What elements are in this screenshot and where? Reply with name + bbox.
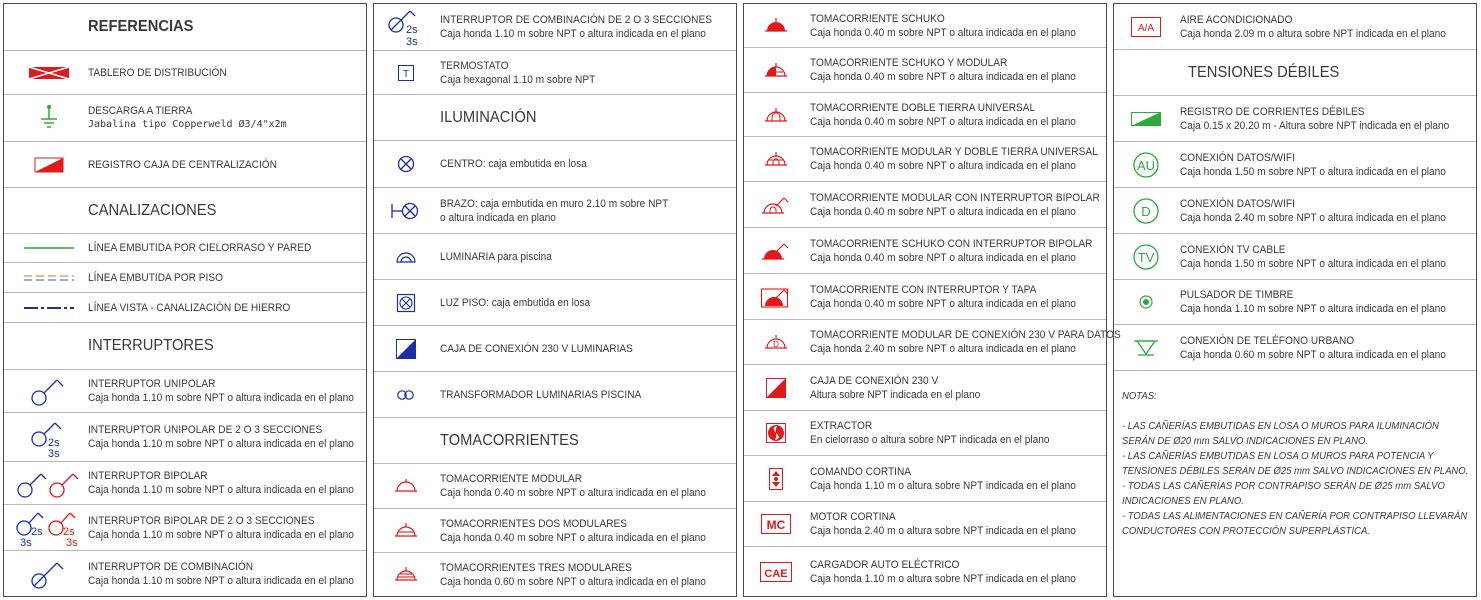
legend-column-references <box>3 3 367 597</box>
d-label: D <box>1141 203 1151 219</box>
note-line: - LAS CAÑERÍAS EMBUTIDAS EN LOSA O MUROS PARA POTENCIA Y <box>1122 451 1434 462</box>
item-label: CONEXIÓN DATOS/WIFI <box>1180 151 1295 164</box>
item-label: CAJA DE CONEXIÓN 230 V <box>810 374 939 387</box>
item-description: Caja honda 1.10 m sobre NPT o altura indicada en el plano <box>1180 303 1446 315</box>
legend-item-bipolar-secciones <box>4 505 366 551</box>
notes-block <box>1114 371 1476 596</box>
au-label: AU <box>1136 157 1156 173</box>
item-label: TOMACORRIENTE MODULAR Y DOBLE TIERRA UNIVERSAL <box>810 146 1098 158</box>
note-line: TENSIONES DÉBILES SERÁN DE Ø25 mm SALVO INDICACIONES EN PLANO. <box>1122 466 1469 477</box>
item-label: EXTRACTOR <box>810 420 873 432</box>
sections-label-2s: 2s <box>63 525 75 538</box>
ev-charger-icon <box>746 547 806 596</box>
section-title: TENSIONES DÉBILES <box>1188 63 1340 81</box>
item-description: Caja honda 2.40 m sobre NPT o altura indicada en el plano <box>810 343 1076 355</box>
legend-item-bipolar <box>4 462 366 505</box>
doorbell-button-icon <box>1116 280 1176 324</box>
extractor-fan-icon <box>746 411 806 455</box>
data-wifi-d-icon <box>1116 188 1176 233</box>
item-label: TOMACORRIENTE CON INTERRUPTOR Y TAPA <box>810 283 1037 296</box>
item-label: LÍNEA EMBUTIDA POR PISO <box>88 271 223 284</box>
legend-item-combinacion <box>4 551 366 596</box>
legend-item-dos-modulares <box>374 509 736 553</box>
item-label: PULSADOR DE TIMBRE <box>1180 289 1294 301</box>
section-header-iluminacion <box>374 95 736 141</box>
item-description: Caja honda 0.40 m sobre NPT o altura indicada en el plano <box>810 205 1076 218</box>
legend-item-descarga <box>4 95 366 142</box>
item-label: INTERRUPTOR UNIPOLAR <box>88 378 216 390</box>
section-header-canalizaciones <box>4 188 366 234</box>
item-description: Caja hexagonal 1.10 m sobre NPT <box>440 73 596 86</box>
tv-cable-icon <box>1116 234 1176 279</box>
item-description: Caja honda 0.60 m sobre NPT o altura indicada en el plano <box>1180 348 1446 361</box>
item-description: Caja honda 0.40 m sobre NPT o altura indicada en el plano <box>810 297 1076 310</box>
legend-item-caja-luminarias <box>374 326 736 372</box>
schuko-outlet-icon <box>746 4 806 47</box>
item-label: LÍNEA EMBUTIDA POR CIELORRASO Y PARED <box>88 242 312 254</box>
item-label: DESCARGA A TIERRA <box>88 105 193 117</box>
section-header-referencias <box>4 4 366 51</box>
air-conditioner-icon <box>1116 4 1176 49</box>
legend-item-tv-cable <box>1114 234 1476 280</box>
note-line: SERÁN DE Ø20 mm SALVO INDICACIONES EN PLANO. <box>1122 436 1369 447</box>
double-pole-switch-icon <box>14 462 84 504</box>
item-label: TOMACORRIENTE DOBLE TIERRA UNIVERSAL <box>810 101 1036 114</box>
legend-column-lighting <box>373 3 737 597</box>
legend-item-datos-wifi-au <box>1114 142 1476 188</box>
junction-box-icon <box>14 142 84 187</box>
legend-item-telefono <box>1114 325 1476 371</box>
legend-column-outlets <box>743 3 1121 597</box>
item-description: En cielorraso o altura sobre NPT indicada en el plano <box>810 434 1050 446</box>
item-description: Caja honda 0.40 m sobre NPT o altura indicada en el plano <box>810 115 1076 128</box>
legend-item-modular-interruptor <box>744 182 1106 228</box>
motor-label: MC <box>766 518 786 532</box>
ac-label: A/A <box>1137 22 1155 34</box>
thermostat-icon <box>376 51 436 94</box>
data-outlet-icon <box>746 320 806 364</box>
legend-item-linea-piso <box>4 263 366 293</box>
item-description: Caja honda 1.10 m sobre NPT o altura indicada en el plano <box>88 484 354 496</box>
double-modular-outlet-icon <box>376 509 436 552</box>
section-title: REFERENCIAS <box>88 18 194 35</box>
item-description: Caja honda 0.40 m sobre NPT o altura indicada en el plano <box>810 26 1076 39</box>
legend-item-registro <box>4 142 366 188</box>
data-letter: D <box>773 340 779 349</box>
pool-light-icon <box>376 234 436 279</box>
universal-ground-outlet-icon <box>746 93 806 136</box>
legend-item-tres-modulares <box>374 553 736 596</box>
notes-title: NOTAS: <box>1122 391 1157 402</box>
item-label: CAJA DE CONEXIÓN 230 V LUMINARIAS <box>440 342 633 355</box>
note-line: CONDUCTORES CON PROTECCIÓN SUPERPLÁSTICA. <box>1122 526 1370 537</box>
blind-motor-icon <box>746 502 806 546</box>
item-label: TOMACORRIENTE SCHUKO Y MODULAR <box>810 57 1008 69</box>
thermostat-letter: T <box>402 68 410 80</box>
section-header-tomacorrientes <box>374 418 736 464</box>
luminaire-junction-box-icon <box>376 326 436 371</box>
distribution-board-icon <box>14 51 84 94</box>
single-pole-switch-icon <box>14 370 84 412</box>
item-label: MOTOR CORTINA <box>810 511 896 523</box>
note-line: INDICACIONES EN PLANO. <box>1122 496 1244 507</box>
section-header-interruptores <box>4 323 366 370</box>
legend-item-unipolar-secciones <box>4 413 366 462</box>
double-pole-multi-section-switch-icon <box>14 505 84 550</box>
item-label: INTERRUPTOR BIPOLAR DE 2 O 3 SECCIONES <box>88 514 315 527</box>
legend-item-motor-cortina <box>744 502 1106 547</box>
item-description: Caja honda 2.40 m o altura sobre NPT indicada en el plano <box>810 525 1076 537</box>
item-label: LÍNEA VISTA - CANALIZACIÓN DE HIERRO <box>88 301 291 314</box>
wall-light-icon <box>376 188 436 233</box>
item-label: INTERRUPTOR BIPOLAR <box>88 470 208 482</box>
item-label: TOMACORRIENTE SCHUKO <box>810 12 945 25</box>
item-label: LUZ PISO: caja embutida en losa <box>440 296 591 309</box>
ceiling-light-icon <box>376 141 436 187</box>
item-description: Jabalina tipo Copperweld Ø3/4"x2m <box>88 119 287 130</box>
legend-item-schuko <box>744 4 1106 48</box>
sections-label-3s: 3s <box>406 36 418 48</box>
item-description: Caja honda 2.40 m sobre NPT o altura indicada en el plano <box>1180 211 1446 224</box>
item-description: Caja honda 0.40 m sobre NPT o altura indicada en el plano <box>810 71 1076 83</box>
legend-item-interruptor-tapa <box>744 274 1106 320</box>
single-pole-multi-section-switch-icon <box>14 413 84 461</box>
legend-item-cargador <box>744 547 1106 596</box>
legend-item-linea-cielorraso <box>4 234 366 263</box>
sections-label-2s: 2s <box>31 525 43 538</box>
item-label: AIRE ACONDICIONADO <box>1180 13 1293 26</box>
legend-item-schuko-interruptor <box>744 228 1106 274</box>
note-line: - TODAS LAS ALIMENTACIONES EN CAÑERÍA POR CONTRAPISO LLEVARÁN <box>1122 511 1468 522</box>
item-description: o altura indicada en plano <box>440 211 556 224</box>
item-description: Caja honda 0.40 m sobre NPT o altura indicada en el plano <box>440 487 706 499</box>
item-label: TOMACORRIENTES TRES MODULARES <box>440 561 632 574</box>
section-title: TOMACORRIENTES <box>440 431 579 449</box>
item-label: CENTRO: caja embutida en losa <box>440 158 587 170</box>
three-way-switch-icon <box>14 551 84 596</box>
modular-outlet-switch-icon <box>746 182 806 227</box>
triple-modular-outlet-icon <box>376 553 436 596</box>
legend-item-brazo <box>374 188 736 234</box>
legend-item-caja-230v <box>744 365 1106 411</box>
dashed-line-icon <box>14 263 84 292</box>
item-label: BRAZO: caja embutida en muro 2.10 m sobre NPT <box>440 197 669 210</box>
legend-item-linea-vista <box>4 293 366 323</box>
sections-label-3s: 3s <box>66 536 78 549</box>
legend-item-schuko-modular <box>744 48 1106 93</box>
item-label: COMANDO CORTINA <box>810 465 912 478</box>
item-label: TERMOSTATO <box>440 59 509 72</box>
item-description: Caja honda 1.10 m o altura sobre NPT indicada en el plano <box>810 479 1076 492</box>
item-description: Caja honda 1.50 m sobre NPT o altura indicada en el plano <box>1180 165 1446 178</box>
legend-item-luz-piso <box>374 280 736 326</box>
item-description: Caja honda 1.50 m sobre NPT o altura indicada en el plano <box>1180 257 1446 270</box>
legend-item-datos-230v <box>744 320 1121 365</box>
item-label: INTERRUPTOR DE COMBINACIÓN <box>88 560 254 573</box>
legend-item-datos-wifi-d <box>1114 188 1476 234</box>
legend-item-termostato <box>374 51 736 95</box>
item-label: TOMACORRIENTES DOS MODULARES <box>440 517 628 530</box>
legend-column-low-voltage <box>1113 3 1477 597</box>
item-description: Caja honda 0.40 m sobre NPT o altura indicada en el plano <box>810 160 1076 172</box>
ground-icon <box>14 95 84 141</box>
item-description: Caja honda 1.10 m sobre NPT o altura indicada en el plano <box>88 392 354 404</box>
dash-dot-line-icon <box>14 293 84 322</box>
modular-universal-outlet-icon <box>746 137 806 181</box>
legend-item-extractor <box>744 411 1106 456</box>
section-title: ILUMINACIÓN <box>440 108 537 126</box>
section-title: INTERRUPTORES <box>88 337 214 354</box>
item-label: CARGADOR AUTO ELÉCTRICO <box>810 558 960 571</box>
legend-item-combinacion-secciones <box>374 4 736 51</box>
item-label: TOMACORRIENTE MODULAR <box>440 473 583 485</box>
sections-label-3s: 3s <box>48 448 60 460</box>
schuko-outlet-switch-icon <box>746 228 806 273</box>
section-title: CANALIZACIONES <box>88 201 217 219</box>
junction-box-230v-icon <box>746 365 806 410</box>
item-description: Caja honda 1.10 m o altura sobre NPT indicada en el plano <box>810 572 1076 585</box>
tv-label: TV <box>1137 249 1155 265</box>
item-label: TOMACORRIENTE MODULAR DE CONEXIÓN 230 V PARA DATOS <box>810 329 1121 341</box>
legend-item-tablero <box>4 51 366 95</box>
notes-spacer <box>1122 404 1451 419</box>
floor-light-icon <box>376 280 436 325</box>
item-label: CONEXIÓN DATOS/WIFI <box>1180 197 1295 210</box>
item-description: Caja honda 1.10 m sobre NPT o altura indicada en el plano <box>88 438 354 450</box>
item-label: CONEXIÓN DE TELÉFONO URBANO <box>1180 334 1355 347</box>
legend-item-doble-tierra <box>744 93 1106 137</box>
item-description: Caja honda 1.10 m sobre NPT o altura indicada en el plano <box>440 28 706 40</box>
telephone-outlet-icon <box>1116 325 1176 370</box>
legend-item-modular <box>374 464 736 509</box>
outlet-switch-cover-icon <box>746 274 806 319</box>
legend-item-timbre <box>1114 280 1476 325</box>
item-label: INTERRUPTOR DE COMBINACIÓN DE 2 O 3 SECCIONES <box>440 14 712 26</box>
legend-item-registro-debiles <box>1114 96 1476 142</box>
item-label: TOMACORRIENTE SCHUKO CON INTERRUPTOR BIPOLAR <box>810 237 1093 250</box>
item-label: REGISTRO CAJA DE CENTRALIZACIÓN <box>88 158 277 171</box>
three-way-multi-section-switch-icon <box>376 4 436 50</box>
sections-label-3s: 3s <box>20 536 32 549</box>
legend-item-centro <box>374 141 736 188</box>
item-description: Caja 0.15 x 20.20 m - Altura sobre NPT indicada en el plano <box>1180 119 1450 132</box>
blind-control-icon <box>746 456 806 501</box>
item-label: CONEXIÓN TV CABLE <box>1180 243 1286 256</box>
green-line-icon <box>14 234 84 262</box>
note-line: - TODAS LAS CAÑERÍAS POR CONTRAPISO SERÁN DE Ø25 mm SALVO <box>1122 481 1445 492</box>
item-description: Caja honda 2.09 m o altura sobre NPT indicada en el plano <box>1180 27 1446 40</box>
item-label: INTERRUPTOR UNIPOLAR DE 2 O 3 SECCIONES <box>88 424 323 436</box>
legend-item-luminaria <box>374 234 736 280</box>
legend-item-aire <box>1114 4 1476 50</box>
charger-label: CAE <box>764 567 788 580</box>
item-description: Caja honda 0.40 m sobre NPT o altura indicada en el plano <box>440 531 706 544</box>
data-wifi-au-icon <box>1116 142 1176 187</box>
legend-item-unipolar <box>4 370 366 413</box>
item-description: Caja honda 1.10 m sobre NPT o altura indicada en el plano <box>88 528 354 541</box>
sections-label-2s: 2s <box>406 24 418 36</box>
transformer-icon <box>376 372 436 417</box>
schuko-modular-outlet-icon <box>746 48 806 92</box>
item-description: Caja honda 0.40 m sobre NPT o altura indicada en el plano <box>810 251 1076 264</box>
item-label: TRANSFORMADOR LUMINARIAS PISCINA <box>440 388 642 401</box>
sections-label-2s: 2s <box>48 437 60 449</box>
note-line: - LAS CAÑERÍAS EMBUTIDAS EN LOSA O MUROS PARA ILUMINACIÓN <box>1122 421 1439 432</box>
legend-item-comando-cortina <box>744 456 1106 502</box>
item-label: LUMINARIA para piscina <box>440 250 552 263</box>
modular-outlet-icon <box>376 464 436 508</box>
legend-item-modular-doble-tierra <box>744 137 1106 182</box>
item-label: TOMACORRIENTE MODULAR CON INTERRUPTOR BIPOLAR <box>810 191 1100 204</box>
item-description: Altura sobre NPT indicada en el plano <box>810 388 981 401</box>
legend-item-transformador <box>374 372 736 418</box>
section-header-tensiones-debiles <box>1114 50 1476 96</box>
item-label: TABLERO DE DISTRIBUCIÓN <box>88 66 227 79</box>
item-description: Caja honda 1.10 m sobre NPT o altura indicada en el plano <box>88 574 354 587</box>
item-label: REGISTRO DE CORRIENTES DÉBILES <box>1180 105 1365 118</box>
item-description: Caja honda 0.60 m sobre NPT o altura indicada en el plano <box>440 575 706 588</box>
low-voltage-box-icon <box>1116 96 1176 141</box>
